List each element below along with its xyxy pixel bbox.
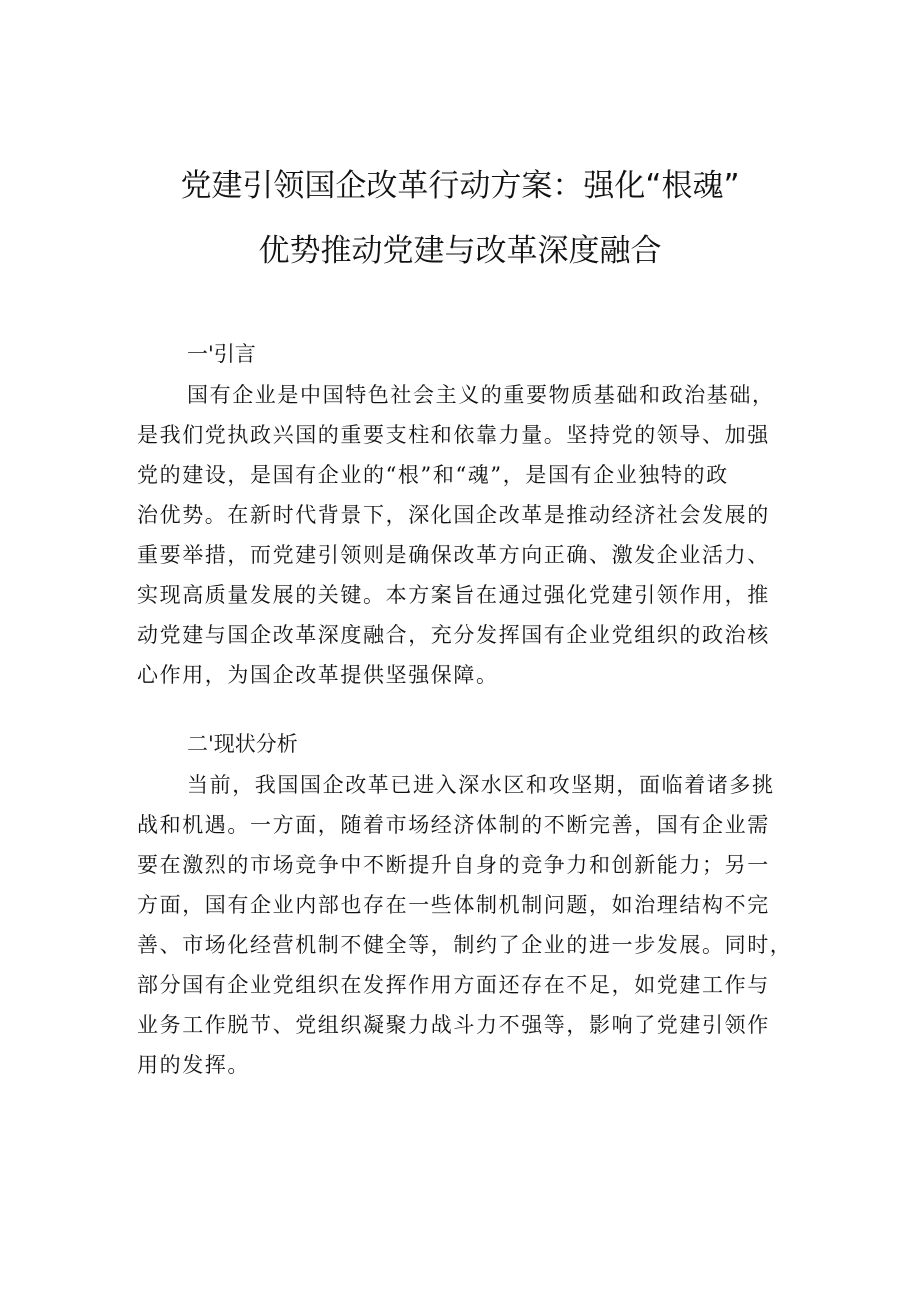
- paragraph-line: 心作用，为国企改革提供坚强保障。: [137, 663, 499, 687]
- paragraph-line: 业务工作脱节、党组织凝聚力战斗力不强等，影响了党建引领作: [137, 1013, 770, 1037]
- paragraph-line: 党的建设，是国有企业的“根”和“魂”，是国有企业独特的政: [137, 463, 729, 487]
- paragraph-line: 实现高质量发展的关键。本方案旨在通过强化党建引领作用，推: [137, 583, 770, 607]
- section-heading-introduction: 一'引言: [187, 342, 256, 366]
- paragraph-line: 国有企业是中国特色社会主义的重要物质基础和政治基础，: [187, 383, 775, 407]
- paragraph-line: 当前，我国国企改革已进入深水区和攻坚期，面临着诸多挑: [187, 773, 775, 797]
- paragraph-line: 方面，国有企业内部也存在一些体制机制问题，如治理结构不完: [137, 893, 770, 917]
- paragraph-line: 治优势。在新时代背景下，深化国企改革是推动经济社会发展的: [137, 503, 770, 527]
- document-title-line-2: 优势推动党建与改革深度融合: [258, 233, 662, 269]
- section-heading-status-analysis: 二'现状分析: [187, 732, 298, 756]
- paragraph-line: 是我们党执政兴国的重要支柱和依靠力量。坚持党的领导、加强: [137, 423, 770, 447]
- paragraph-line: 善、市场化经营机制不健全等，制约了企业的进一步发展。同时，: [137, 933, 793, 957]
- document-title-line-1: 党建引领国企改革行动方案：强化“根魂”: [180, 168, 740, 204]
- paragraph-line: 要在激烈的市场竞争中不断提升自身的竞争力和创新能力；另一: [137, 853, 770, 877]
- paragraph-line: 重要举措，而党建引领则是确保改革方向正确、激发企业活力、: [137, 543, 770, 567]
- paragraph-line: 动党建与国企改革深度融合，充分发挥国有企业党组织的政治核: [137, 623, 770, 647]
- paragraph-line: 用的发挥。: [137, 1053, 250, 1077]
- paragraph-line: 战和机遇。一方面，随着市场经济体制的不断完善，国有企业需: [137, 813, 770, 837]
- paragraph-line: 部分国有企业党组织在发挥作用方面还存在不足，如党建工作与: [137, 973, 770, 997]
